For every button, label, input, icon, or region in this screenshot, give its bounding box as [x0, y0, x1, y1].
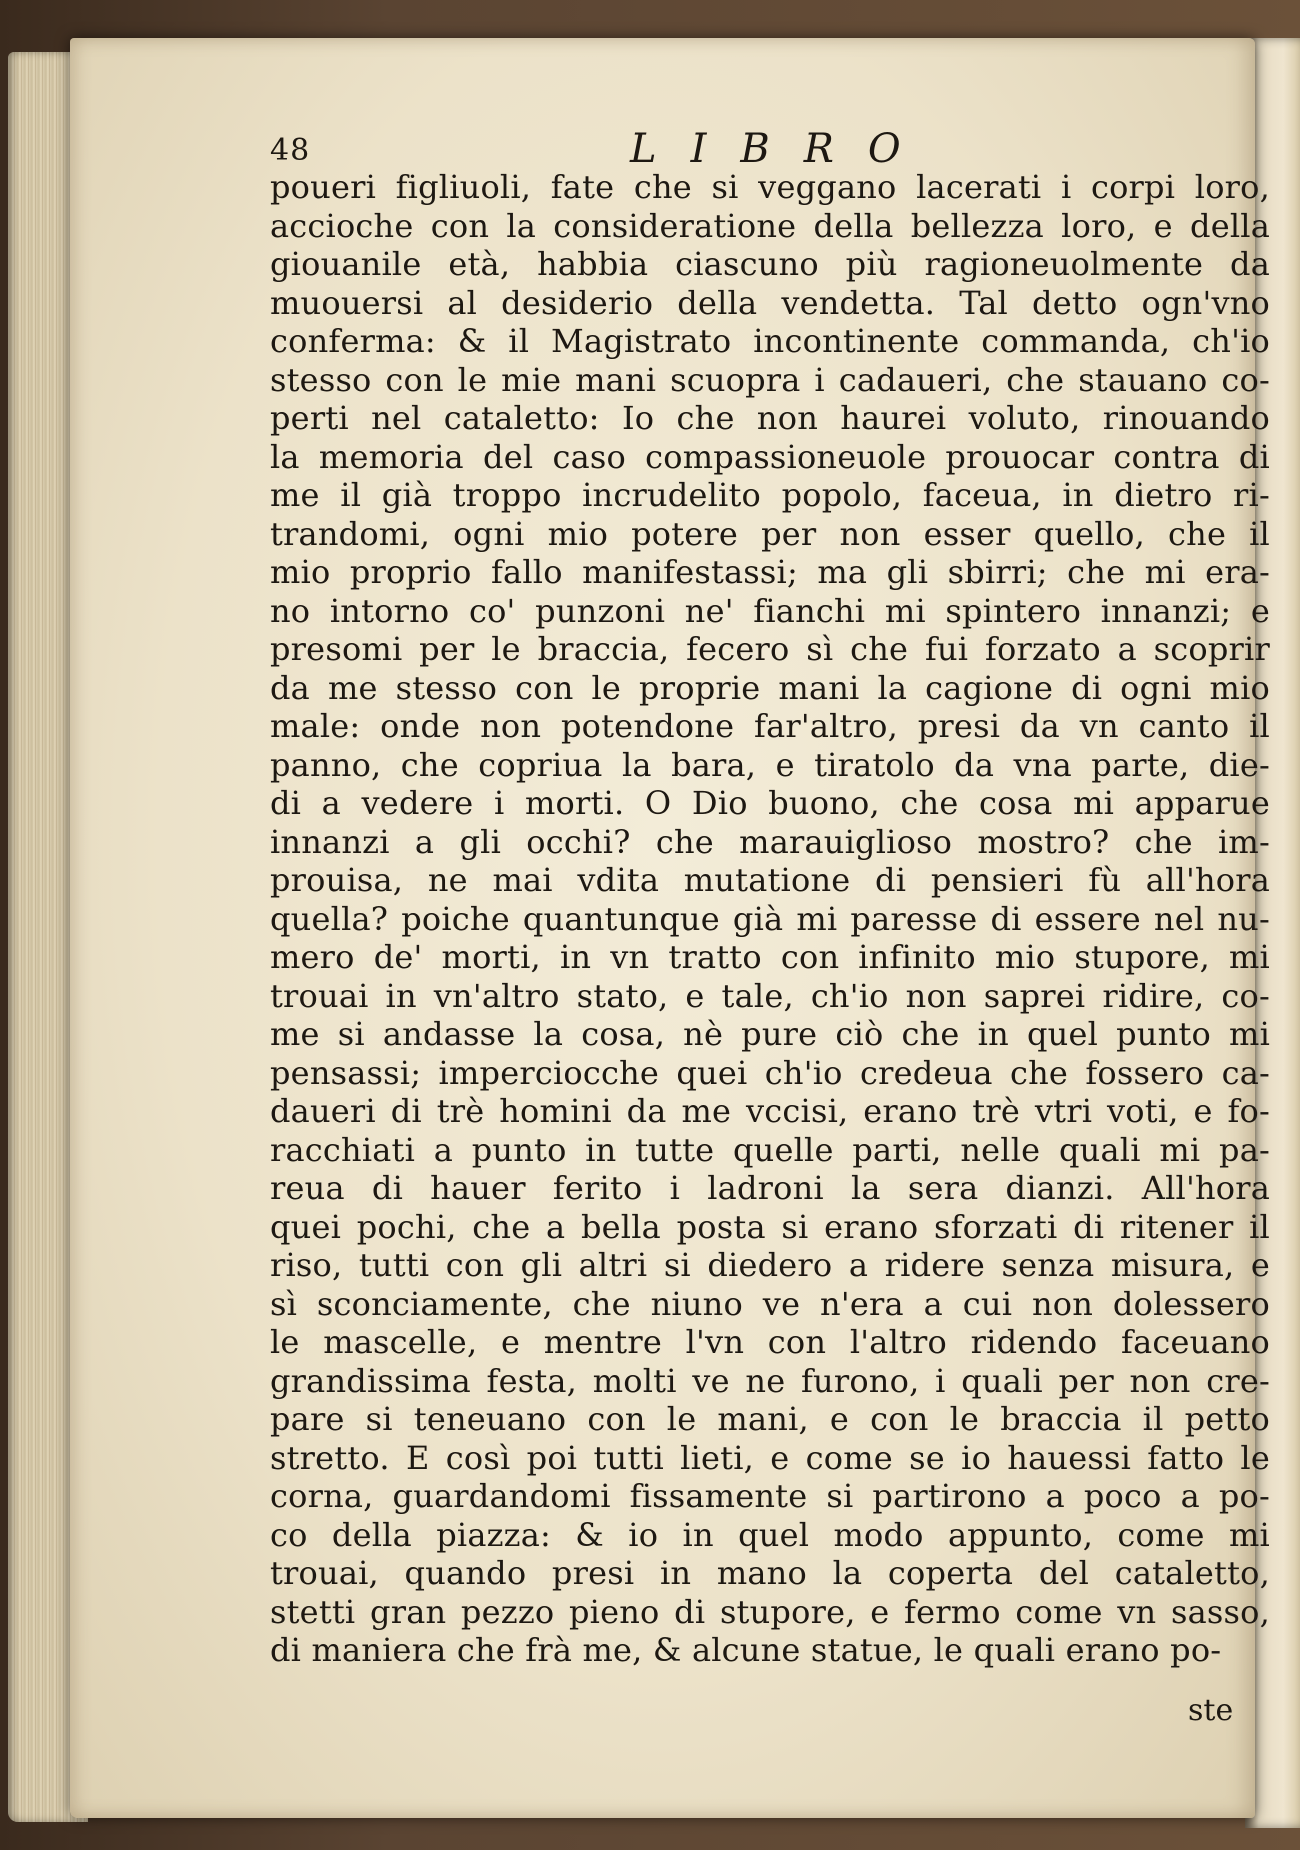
body-text — [270, 168, 1270, 1670]
text-line: co della piazza: & io in quel modo appunto, come mi — [270, 1515, 1270, 1554]
text-line: reua di hauer ferito i ladroni la sera dianzi. All'hora — [270, 1169, 1270, 1207]
text-line: male: onde non potendone far'altro, presi da vn canto il — [270, 707, 1270, 745]
text-line: stetti gran pezzo pieno di stupore, e fermo come vn sasso, — [270, 1592, 1270, 1631]
text-line: pensassi; imperciocche quei ch'io credeua che fossero ca- — [270, 1053, 1270, 1092]
text-line: sì sconciamente, che niuno ve n'era a cui non dolessero — [270, 1284, 1270, 1323]
text-line: corna, guardandomi fissamente si partirono a poco a po- — [270, 1477, 1270, 1515]
text-line: mio proprio fallo manifestassi; ma gli sbirri; che mi era- — [270, 553, 1270, 591]
text-line: pare si teneuano con le mani, e con le braccia il petto — [270, 1400, 1270, 1438]
book-page — [70, 38, 1270, 1818]
text-line: di a vedere i morti. O Dio buono, che cosa mi apparue — [270, 784, 1270, 822]
text-line: panno, che copriua la bara, e tiratolo da vna parte, die- — [270, 745, 1270, 784]
text-line: muouersi al desiderio della vendetta. Tal detto ogn'vno — [270, 283, 1270, 322]
text-line: stesso con le mie mani scuopra i cadaueri, che stauano co- — [270, 360, 1270, 399]
text-line: perti nel cataletto: Io che non haurei voluto, rinouando — [270, 399, 1270, 437]
text-line: la memoria del caso compassioneuole prouocar contra di — [270, 437, 1270, 476]
text-line: me si andasse la cosa, nè pure ciò che in quel punto mi — [270, 1015, 1270, 1053]
text-line: presomi per le braccia, fecero sì che fui forzato a scoprir — [270, 630, 1270, 668]
text-line: racchiati a punto in tutte quelle parti, nelle quali mi pa- — [270, 1130, 1270, 1169]
text-line: daueri di trè homini da me vccisi, erano trè vtri voti, e fo- — [270, 1092, 1270, 1130]
text-line: riso, tutti con gli altri si diedero a ridere senza misura, e — [270, 1246, 1270, 1284]
running-head: LIBRO — [630, 126, 935, 172]
text-line: quella? poiche quantunque già mi paresse di essere nel nu- — [270, 899, 1270, 938]
text-line: me il già troppo incrudelito popolo, faceua, in dietro ri- — [270, 476, 1270, 514]
text-line: innanzi a gli occhi? che marauiglioso mostro? che im- — [270, 822, 1270, 861]
text-line: accioche con la consideratione della bellezza loro, e della — [270, 206, 1270, 245]
page-number: 48 — [270, 133, 311, 168]
text-line: prouisa, ne mai vdita mutatione di pensieri fù all'hora — [270, 861, 1270, 899]
text-line: trouai, quando presi in mano la coperta del cataletto, — [270, 1554, 1270, 1592]
text-line: le mascelle, e mentre l'vn con l'altro ridendo faceuano — [270, 1323, 1270, 1361]
text-line: di maniera che frà me, & alcune statue, le quali erano po- — [270, 1631, 1222, 1669]
text-line: quei pochi, che a bella posta si erano sforzati di ritener il — [270, 1207, 1270, 1246]
text-line: grandissima festa, molti ve ne furono, i quali per non cre- — [270, 1361, 1270, 1400]
text-line: da me stesso con le proprie mani la cagione di ogni mio — [270, 668, 1270, 707]
text-line: no intorno co' punzoni ne' fianchi mi spintero innanzi; e — [270, 591, 1270, 630]
catchword: ste — [1188, 1693, 1234, 1728]
text-line: mero de' morti, in vn tratto con infinito mio stupore, mi — [270, 938, 1270, 976]
text-line: poueri figliuoli, fate che si veggano lacerati i corpi loro, — [270, 168, 1270, 206]
page-text — [70, 38, 1270, 1818]
text-line: giouanile età, habbia ciascuno più ragioneuolmente da — [270, 245, 1270, 283]
text-line: conferma: & il Magistrato incontinente commanda, ch'io — [270, 322, 1270, 360]
text-line: trandomi, ogni mio potere per non esser quello, che il — [270, 514, 1270, 553]
text-line: stretto. E così poi tutti lieti, e come se io hauessi fatto le — [270, 1438, 1270, 1477]
text-line: trouai in vn'altro stato, e tale, ch'io non saprei ridire, co- — [270, 976, 1270, 1015]
